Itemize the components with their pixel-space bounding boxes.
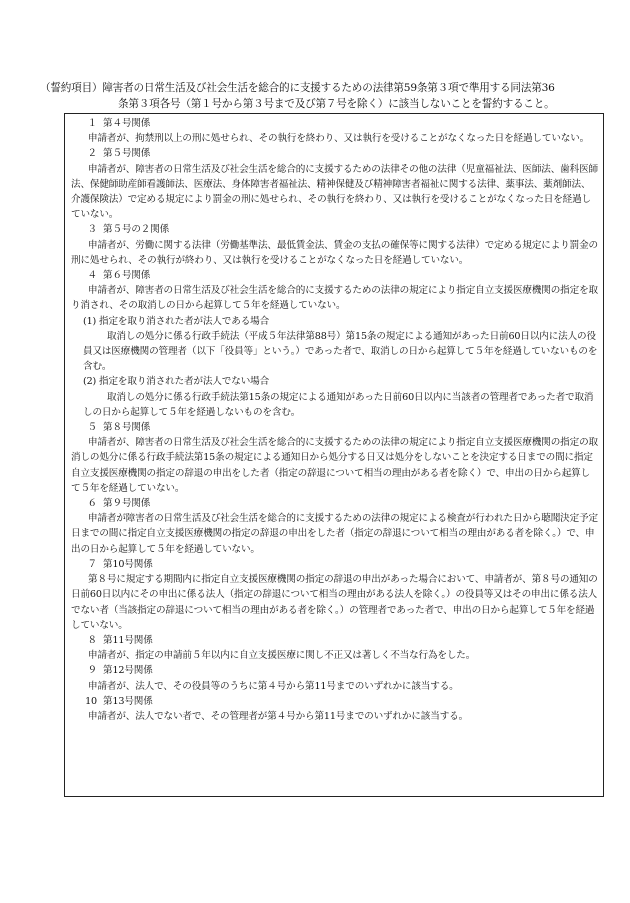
sub-item-body: 取消しの処分に係る行政手続法第15条の規定による通知があった日前60日以内に当該者の管理者であった者で取消しの日から起算して５年を経過しないものを含む。 [83, 391, 594, 418]
sub-item-title: (1) 指定を取り消された者が法人である場合 [83, 315, 270, 327]
item-title: 第９号関係 [103, 498, 151, 510]
item-number: ２ [87, 148, 97, 160]
item-title: 第４号関係 [103, 118, 151, 129]
item-number: １ [87, 118, 97, 129]
item-body: 申請者が、拘禁刑以上の刑に処せられ、その執行を終わり、又は執行を受けることがなくなった日を経過していない。 [88, 133, 590, 145]
item-body: 申請者が、指定の申請前５年以内に自立支援医療に関し不正又は著しく不当な行為をした。 [88, 650, 476, 662]
pledge-items-box [64, 113, 604, 797]
pledge-item-8 [71, 633, 599, 663]
item-title: 第12号関係 [103, 665, 153, 677]
item-number: ３ [87, 224, 97, 236]
item-title: 第５号の２関係 [103, 224, 170, 236]
item-title: 第13号関係 [103, 695, 153, 707]
item-title: 第10号関係 [103, 558, 153, 570]
item-body: 申請者が、法人でない者で、その管理者が第４号から第11号までのいずれかに該当する。 [88, 710, 469, 722]
heading-line-2: 条第３項各号（第１号から第３号まで及び第７号を除く）に該当しないことを誓約すること。 [118, 98, 555, 110]
pledge-item-9 [71, 663, 599, 693]
pledge-item-2 [71, 146, 599, 222]
item-number: ８ [87, 634, 97, 646]
item-body: 申請者が障害者の日常生活及び社会生活を総合的に支援するための法律の規定による検査が行われた日から聴聞決定予定日までの間に指定自立支援医療機関の指定の辞退の申出をした者（指定の辞退について相当の理由がある者を除く。）で、申出の日から起算して５年を経過していない。 [71, 513, 598, 555]
sub-item-body: 取消しの処分に係る行政手続法（平成５年法律第88号）第15条の規定による通知があった日前60日以内に法人の役員又は医療機関の管理者（以下「役員等」という。）であった者で、取消しの日から起算して５年を経過していないものを含む。 [83, 330, 598, 373]
item-title: 第８号関係 [103, 422, 151, 434]
pledge-item-1 [71, 116, 599, 146]
heading-line-1: （誓約項目）障害者の日常生活及び社会生活を総合的に支援するための法律第59条第３項で準用する同法第36 [40, 82, 555, 94]
item-number: ７ [87, 558, 97, 570]
item-number: ４ [87, 270, 97, 282]
item-body: 申請者が、障害者の日常生活及び社会生活を総合的に支援するための法律の規定により指定自立支援医療機関の指定を取り消され、その取消しの日から起算して５年を経過していない。 [71, 285, 598, 312]
item-number: ９ [87, 665, 97, 677]
pledge-item-4 [71, 268, 599, 420]
pledge-item-3 [71, 222, 599, 268]
pledge-item-7 [71, 557, 599, 633]
item-title: 第６号関係 [103, 270, 151, 282]
item-body: 申請者が、障害者の日常生活及び社会生活を総合的に支援するための法律の規定により指定自立支援医療機関の指定の取消しの処分に係る行政手続法第15条の規定による通知日から処分する日又は処分をしないことを決定する日までの間に指定自立支援医療機関の指定の辞退の申出をした者（指定の辞退について相当の理由がある者を除く）で、申出の日から起算して５年を経過していない。 [71, 437, 598, 494]
item-title: 第11号関係 [103, 634, 153, 646]
item-body: 申請者が、法人で、その役員等のうちに第４号から第11号までのいずれかに該当する。 [88, 680, 459, 692]
pledge-item-10 [71, 694, 599, 724]
pledge-heading [40, 80, 600, 112]
item-number: ６ [87, 498, 97, 510]
pledge-item-6 [71, 496, 599, 557]
sub-item-title: (2) 指定を取り消された者が法人でない場合 [83, 376, 270, 388]
item-title: 第５号関係 [103, 148, 151, 160]
pledge-item-5 [71, 420, 599, 496]
item-body: 申請者が、労働に関する法律（労働基準法、最低賃金法、賃金の支払の確保等に関する法律）で定める規定により罰金の刑に処せられ、その執行が終わり、又は執行を受けることがなくなった日を経過していない。 [71, 239, 598, 266]
item-body: 申請者が、障害者の日常生活及び社会生活を総合的に支援するための法律その他の法律（児童福祉法、医師法、歯科医師法、保健師助産師看護師法、医療法、身体障害者福祉法、精神保健及び精神障害者福祉に関する法律、薬事法、薬剤師法、介護保険法）で定める規定により罰金の刑に処せられ、その執行を終わり、又は執行を受けることがなくなった日を経過していない。 [71, 163, 598, 221]
item-body: 第８号に規定する期間内に指定自立支援医療機関の指定の辞退の申出があった場合において、申請者が、第８号の通知の日前60日以内にその申出に係る法人（指定の辞退について相当の理由がある法人を除く。）の役員等又はその申出に係る法人でない者（当該指定の辞退について相当の理由がある者を除く。）の管理者であった者で、申出の日から起算して５年を経過していない。 [71, 574, 598, 631]
item-number: ５ [87, 422, 97, 434]
item-number: 10 [85, 695, 97, 707]
